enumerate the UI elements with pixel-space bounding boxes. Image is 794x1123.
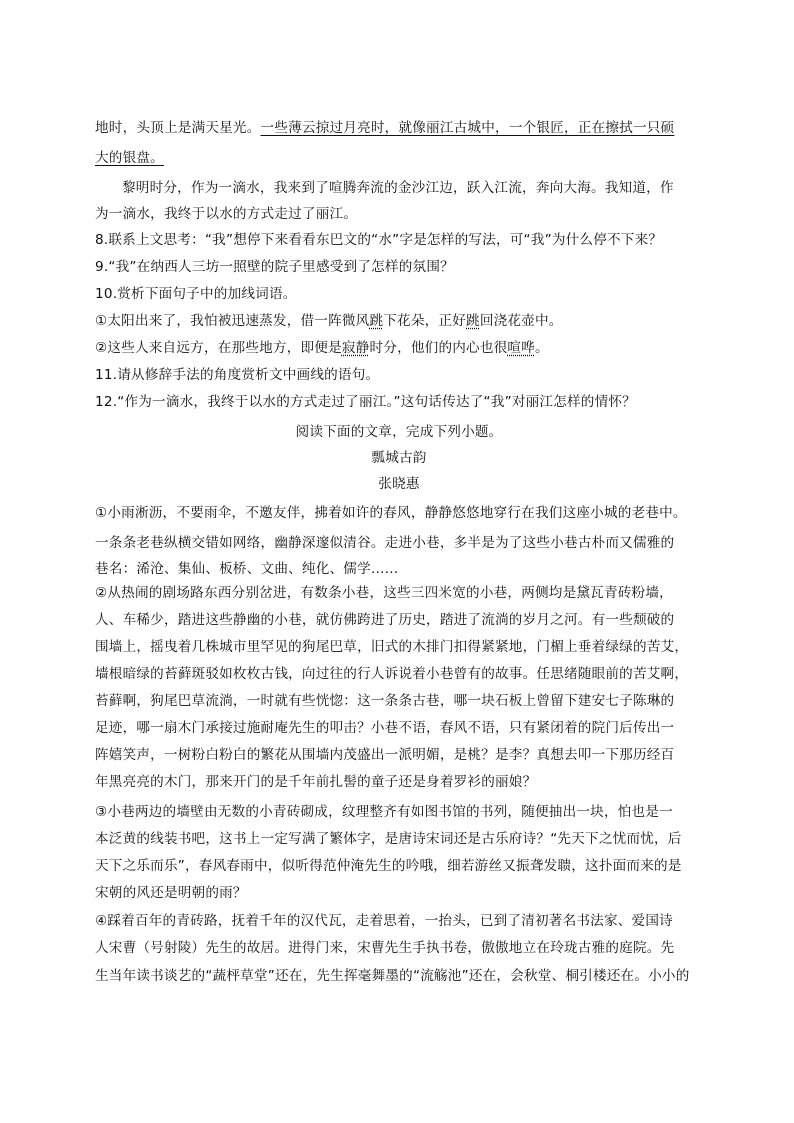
article-author: 张晓惠 bbox=[378, 476, 420, 492]
article-line: 宋朝的风还是明朝的雨？ bbox=[95, 885, 247, 901]
article-line: 围墙上，摇曳着几株城市里罕见的狗尾巴草，旧式的木排门扣得紧紧地，门楣上垂着绿绿的苦艾， bbox=[95, 639, 689, 655]
article-line: 巷名：浠沧、集仙、板桥、文曲、纯化、儒学…… bbox=[95, 561, 399, 577]
question-11: 11.请从修辞手法的角度赏析文中画线的语句。 bbox=[95, 367, 380, 383]
dotted-word: 喧哗 bbox=[507, 340, 536, 356]
article-line: ②从热闹的剧场路东西分别岔进，有数条小巷，这些三四米宽的小巷，两侧均是黛瓦青砖粉墙， bbox=[95, 585, 673, 601]
dotted-word: 寂静 bbox=[341, 340, 370, 356]
question-12: 12.“作为一滴水，我终于以水的方式走过了丽江。”这句话传达了“我”对丽江怎样的情怀？ bbox=[95, 394, 636, 410]
underlined-sentence: 大的银盘。 bbox=[95, 150, 164, 166]
article-line: ④踩着百年的青砖路，抚着千年的汉代瓦，走着思着，一抬头，已到了清初著名书法家、爱国诗 bbox=[95, 913, 673, 929]
passage-line bbox=[95, 148, 703, 168]
article-line: 本泛黄的线装书吧，这书上一定写满了繁体字，是唐诗宋词还是古乐府诗？“先天下之忧而忧，后 bbox=[95, 831, 682, 847]
passage-text: 地时，头顶上是满天星光。 bbox=[95, 120, 261, 136]
dotted-word: 跳 bbox=[369, 313, 384, 329]
question-10-sentence-1: ①太阳出来了，我怕被迅速蒸发，借一阵微风跳下花朵，正好跳回浇花壶中。 bbox=[95, 313, 563, 329]
article-line: 苔藓啊，狗尾巴草流淌，一时就有些恍惚：这一条条古巷，哪一块石板上曾留下建安七子陈琳的 bbox=[95, 693, 675, 709]
article-title: 瓢城古韵 bbox=[371, 450, 427, 466]
dotted-word: 跳 bbox=[466, 313, 480, 329]
question-9: 9.“我”在纳西人三坊一照壁的院子里感受到了怎样的氛围？ bbox=[95, 259, 454, 275]
passage-line: 为一滴水，我终于以水的方式走过了丽江。 bbox=[95, 206, 358, 222]
underlined-sentence: 一些薄云掠过月亮时，就像丽江古城中，一个银匠，正在擦拭一只硕 bbox=[260, 120, 675, 136]
reading-instruction: 阅读下面的文章，完成下列小题。 bbox=[295, 424, 503, 440]
article-line: ③小巷两边的墙壁由无数的小青砖砌成，纹理整齐有如图书馆的书列，随便抽出一块，怕也是一 bbox=[95, 804, 673, 820]
article-line: 墙根暗绿的苔藓斑驳如枚枚古钱，向过往的行人诉说着小巷曾有的故事。任思绪随眼前的苦艾啊， bbox=[95, 666, 689, 682]
question-8: 8.联系上文思考：“我”想停下来看看东巴文的“水”字是怎样的写法，可“我”为什么停不下来？ bbox=[95, 232, 663, 248]
article-line: ①小雨淅沥，不要雨伞，不邀友伴，拂着如许的春风，静静悠悠地穿行在我们这座小城的老巷中。 bbox=[95, 505, 687, 521]
question-10-sentence-2: ②这些人来自远方，在那些地方，即便是寂静时分，他们的内心也很喧哗。 bbox=[95, 340, 549, 356]
article-line: 年黑亮亮的木门，那来开门的是千年前扎髻的童子还是身着罗衫的丽娘？ bbox=[95, 774, 537, 790]
question-10: 10.赏析下面句子中的加线词语。 bbox=[95, 286, 297, 302]
article-line: 生当年读书谈艺的“蔬枰草堂”还在，先生挥毫舞墨的“流觞池”还在，会秋堂、桐引楼还在。小小的 bbox=[95, 968, 690, 984]
passage-line bbox=[95, 118, 703, 138]
article-line: 人、车稀少，踏进这些静幽的小巷，就仿佛跨进了历史，踏进了流淌的岁月之河。有一些颓破的 bbox=[95, 612, 675, 628]
article-line: 阵嬉笑声，一树粉白粉白的繁花从围墙内茂盛出一派明媚，是桃？是李？真想去叩一下那历经百 bbox=[95, 747, 675, 763]
article-line: 足迹，哪一扇木门承接过施耐庵先生的叩击？小巷不语，春风不语，只有紧闭着的院门后传出一 bbox=[95, 720, 675, 736]
article-line: 人宋曹（号射陵）先生的故居。进得门来，宋曹先生手执书卷，傲傲地立在玲珑古雅的庭院。先 bbox=[95, 940, 675, 956]
article-line: 天下之乐而乐”，春风春雨中，似听得范仲淹先生的吟哦，细若游丝又振聋发聩，这扑面而来的是 bbox=[95, 858, 682, 874]
article-line: 一条条老巷纵横交错如网络，幽静深邃似清谷。走进小巷，多半是为了这些小巷古朴而又儒雅的 bbox=[95, 535, 675, 551]
passage-paragraph: 黎明时分，作为一滴水，我来到了喧腾奔流的金沙江边，跃入江流，奔向大海。我知道，作 bbox=[122, 180, 674, 196]
